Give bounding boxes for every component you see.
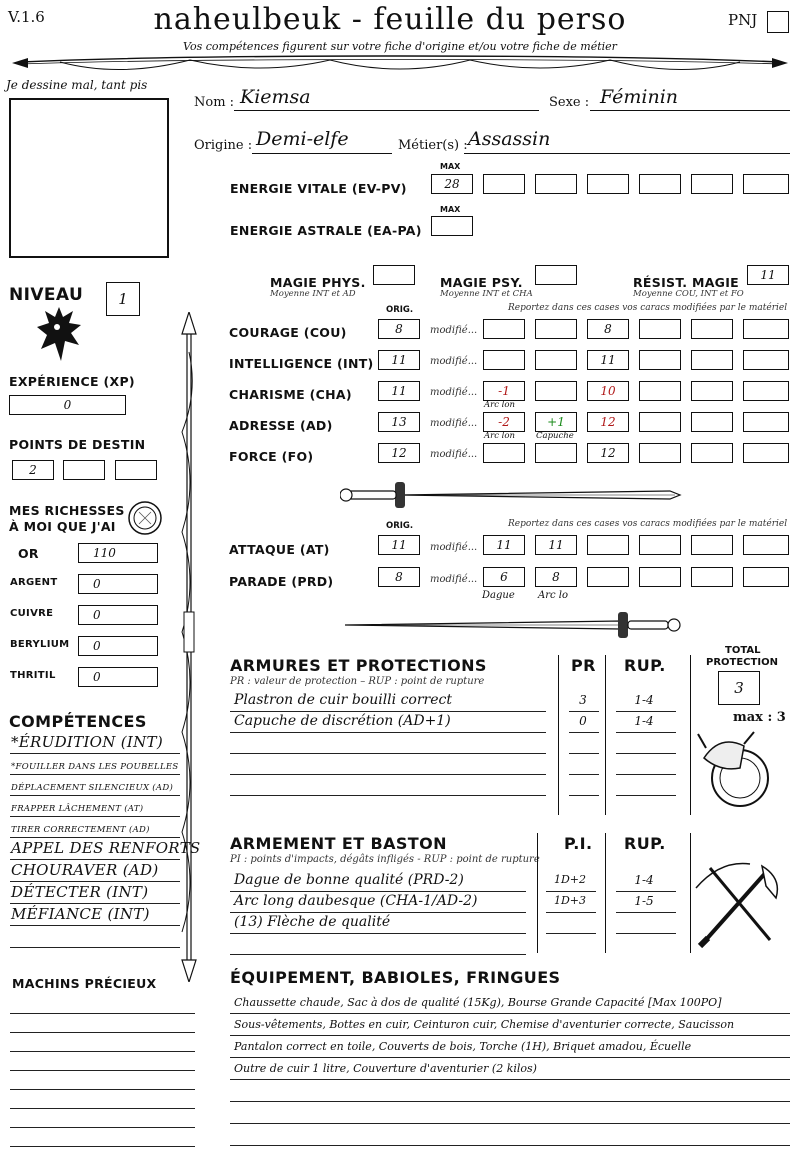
niveau-box[interactable]: 1 xyxy=(106,282,140,316)
origine-value[interactable]: Demi-elfe xyxy=(256,128,349,150)
richesse-box[interactable]: 0 xyxy=(78,667,158,687)
armement-col-rup: RUP. xyxy=(624,834,666,853)
pnj-label: PNJ xyxy=(728,11,758,29)
carac-orig-box[interactable]: 13 xyxy=(378,412,420,432)
resist-magie-label: RÉSIST. MAGIE xyxy=(633,275,740,290)
ev-max-label: MAX xyxy=(440,162,461,171)
richesse-box[interactable]: 0 xyxy=(78,636,158,656)
carac-mod-note: Arc lon xyxy=(484,431,515,441)
sheet-subtitle: Vos compétences figurent sur votre fiche d'origine et/ou votre fiche de métier xyxy=(183,40,617,53)
competence-line xyxy=(10,925,180,926)
combat-mod-box[interactable] xyxy=(743,535,789,555)
magie-phys-label: MAGIE PHYS. xyxy=(270,275,366,290)
pnj-checkbox[interactable] xyxy=(767,11,789,33)
magie-phys-box[interactable] xyxy=(373,265,415,285)
armure-line xyxy=(569,711,599,712)
portrait-caption: Je dessine mal, tant pis xyxy=(6,78,148,92)
ev-box[interactable] xyxy=(535,174,577,194)
competence-item: APPEL DES RENFORTS xyxy=(11,839,201,857)
armure-name[interactable]: Capuche de discrétion (AD+1) xyxy=(234,713,451,729)
magie-psy-box[interactable] xyxy=(535,265,577,285)
total-protection-box[interactable]: 3 xyxy=(718,671,760,705)
equipement-line-text[interactable]: Pantalon correct en toile, Couverts de bois, Torche (1H), Briquet amadou, Écuelle xyxy=(234,1040,692,1053)
carac-mod-box[interactable] xyxy=(639,381,681,401)
helmet-shield-icon xyxy=(696,728,778,810)
machin-line[interactable] xyxy=(10,1146,195,1147)
machin-line[interactable] xyxy=(10,1089,195,1090)
arme-line xyxy=(546,912,596,913)
dragon-icon xyxy=(33,303,85,365)
carac-mod-note: Capuche xyxy=(536,431,574,441)
combat-mod-box[interactable] xyxy=(639,567,681,587)
combat-orig-box[interactable]: 11 xyxy=(378,535,420,555)
arme-line xyxy=(546,891,596,892)
armure-line xyxy=(230,774,546,775)
carac-mod-box[interactable]: 12 xyxy=(587,443,629,463)
sword-divider-icon xyxy=(340,608,685,642)
equipement-line xyxy=(230,1079,790,1080)
equipement-title: ÉQUIPEMENT, BABIOLES, FRINGUES xyxy=(230,968,561,987)
competence-item: CHOURAVER (AD) xyxy=(11,861,159,879)
destin-box-2[interactable] xyxy=(63,460,105,480)
combat-label: ATTAQUE (AT) xyxy=(229,542,330,557)
machin-line[interactable] xyxy=(10,1013,195,1014)
armure-line xyxy=(230,795,546,796)
carac-mod-box[interactable]: 11 xyxy=(587,350,629,370)
carac-mod-box[interactable] xyxy=(691,381,733,401)
competence-item: TIRER CORRECTEMENT (AD) xyxy=(11,825,150,835)
carac-mod-box[interactable]: -1 xyxy=(483,381,525,401)
machin-line[interactable] xyxy=(10,1070,195,1071)
crossed-weapons-icon xyxy=(690,858,786,948)
carac-mod-box[interactable] xyxy=(691,350,733,370)
carac-mod-box[interactable] xyxy=(743,443,789,463)
equipement-line-text[interactable]: Sous-vêtements, Bottes en cuir, Ceinturon cuir, Chemise d'aventurier correcte, Saucisson xyxy=(234,1018,735,1031)
carac-label: CHARISME (CHA) xyxy=(229,387,352,402)
richesse-label: OR xyxy=(18,546,39,561)
combat-mod-box[interactable] xyxy=(743,567,789,587)
sword-divider-icon xyxy=(340,478,685,512)
machin-line[interactable] xyxy=(10,1051,195,1052)
sexe-label: Sexe : xyxy=(549,95,590,110)
machins-title: MACHINS PRÉCIEUX xyxy=(12,976,157,991)
arme-line xyxy=(616,891,676,892)
armure-line xyxy=(230,732,546,733)
carac-label: INTELLIGENCE (INT) xyxy=(229,356,374,371)
carac-mod-box[interactable] xyxy=(483,443,525,463)
ev-box[interactable] xyxy=(691,174,733,194)
carac-modifie-label: modifié... xyxy=(430,356,478,367)
armure-line xyxy=(230,753,546,754)
armure-line xyxy=(616,711,676,712)
magie-psy-label: MAGIE PSY. xyxy=(440,275,523,290)
equipement-line xyxy=(230,1035,790,1036)
resist-magie-box[interactable]: 11 xyxy=(747,265,789,285)
competence-line xyxy=(10,947,180,948)
carac-orig-box[interactable]: 12 xyxy=(378,443,420,463)
carac-mod-box[interactable] xyxy=(535,443,577,463)
combat-mod-box[interactable]: 11 xyxy=(535,535,577,555)
armure-rup[interactable]: 1-4 xyxy=(634,714,654,728)
richesses-label-1: MES RICHESSES xyxy=(9,503,125,518)
ev-max-box[interactable]: 28 xyxy=(431,174,473,194)
armement-vline xyxy=(605,833,606,953)
equipement-line-text[interactable]: Outre de cuir 1 litre, Couverture d'aventurier (2 kilos) xyxy=(234,1062,537,1075)
experience-label: EXPÉRIENCE (XP) xyxy=(9,374,135,389)
richesse-box[interactable]: 0 xyxy=(78,605,158,625)
equipement-line-text[interactable]: Chaussette chaude, Sac à dos de qualité (15Kg), Bourse Grande Capacité [Max 100PO] xyxy=(234,996,722,1009)
destin-box-1[interactable]: 2 xyxy=(12,460,54,480)
combat-mod-box[interactable] xyxy=(587,567,629,587)
carac-mod-box[interactable]: -2 xyxy=(483,412,525,432)
arme-pi[interactable]: 1D+3 xyxy=(553,894,587,907)
carac-mod-box[interactable]: +1 xyxy=(535,412,577,432)
equipement-line xyxy=(230,1101,790,1102)
origine-line xyxy=(252,153,392,154)
machin-line[interactable] xyxy=(10,1032,195,1033)
arme-line xyxy=(230,891,526,892)
armure-name[interactable]: Plastron de cuir bouilli correct xyxy=(234,692,452,708)
armement-vline xyxy=(537,833,538,953)
arme-name[interactable]: (13) Flèche de qualité xyxy=(234,914,391,930)
armure-pr[interactable]: 3 xyxy=(579,693,587,707)
carac-mod-box[interactable] xyxy=(535,350,577,370)
arme-line xyxy=(230,933,526,934)
competences-title: COMPÉTENCES xyxy=(9,712,147,731)
carac-mod-box[interactable] xyxy=(743,381,789,401)
competence-item: *FOUILLER DANS LES POUBELLES xyxy=(11,762,179,772)
richesse-label: ARGENT xyxy=(10,577,58,588)
arme-rup[interactable]: 1-5 xyxy=(634,894,654,908)
carac-mod-box[interactable] xyxy=(535,319,577,339)
carac-mod-box[interactable] xyxy=(691,443,733,463)
combat-mod-box[interactable] xyxy=(691,535,733,555)
combat-note: Reportez dans ces cases vos caracs modifiées par le matériel xyxy=(508,519,788,529)
carac-mod-note: Arc lon xyxy=(484,400,515,410)
sexe-line xyxy=(590,110,790,111)
destin-label: POINTS DE DESTIN xyxy=(9,437,146,452)
richesse-label: THRITIL xyxy=(10,670,56,681)
competence-line xyxy=(10,903,180,904)
armures-subtitle: PR : valeur de protection – RUP : point de rupture xyxy=(230,676,485,687)
armure-line xyxy=(569,753,599,754)
nom-label: Nom : xyxy=(194,95,235,110)
total-protection-label-2: PROTECTION xyxy=(706,657,778,668)
armures-vline xyxy=(558,655,559,815)
metier-label: Métier(s) : xyxy=(398,138,468,153)
armures-vline xyxy=(690,655,691,815)
carac-label: ADRESSE (AD) xyxy=(229,418,333,433)
coin-icon xyxy=(127,500,163,536)
ev-box[interactable] xyxy=(639,174,681,194)
metier-line xyxy=(464,153,790,154)
competence-line xyxy=(10,881,180,882)
carac-mod-box[interactable] xyxy=(483,350,525,370)
competence-line xyxy=(10,816,180,817)
carac-mod-box[interactable] xyxy=(691,412,733,432)
combat-label: PARADE (PRD) xyxy=(229,574,334,589)
carac-mod-box[interactable]: 12 xyxy=(587,412,629,432)
armures-col-rup: RUP. xyxy=(624,656,666,675)
armures-vline xyxy=(605,655,606,815)
carac-orig-box[interactable]: 11 xyxy=(378,350,420,370)
portrait-frame[interactable] xyxy=(9,98,169,258)
carac-mod-box[interactable]: 10 xyxy=(587,381,629,401)
combat-orig-box[interactable]: 8 xyxy=(378,567,420,587)
carac-mod-box[interactable] xyxy=(691,319,733,339)
armement-title: ARMEMENT ET BASTON xyxy=(230,834,447,853)
combat-modifie-label: modifié... xyxy=(430,542,478,553)
ea-max-label: MAX xyxy=(440,205,461,214)
combat-mod-box[interactable]: 11 xyxy=(483,535,525,555)
ea-label: ENERGIE ASTRALE (EA-PA) xyxy=(230,223,422,238)
competence-item: DÉPLACEMENT SILENCIEUX (AD) xyxy=(11,783,174,793)
carac-mod-box[interactable] xyxy=(743,412,789,432)
armure-line xyxy=(569,732,599,733)
armure-line xyxy=(616,774,676,775)
sexe-value[interactable]: Féminin xyxy=(600,86,679,108)
arme-name[interactable]: Dague de bonne qualité (PRD-2) xyxy=(234,872,464,888)
armures-col-pr: PR xyxy=(571,656,596,675)
spear-ornament xyxy=(178,312,200,982)
magie-psy-note: Moyenne INT et CHA xyxy=(440,289,533,299)
richesse-box[interactable]: 0 xyxy=(78,574,158,594)
armure-rup[interactable]: 1-4 xyxy=(634,693,654,707)
richesse-label: BERYLIUM xyxy=(10,639,70,650)
competence-item: MÉFIANCE (INT) xyxy=(11,905,150,923)
competence-line xyxy=(10,795,180,796)
niveau-label: NIVEAU xyxy=(9,285,84,305)
richesses-label-2: À MOI QUE J'AI xyxy=(9,519,116,534)
carac-mod-box[interactable] xyxy=(639,443,681,463)
competence-item: *ÉRUDITION (INT) xyxy=(11,733,164,751)
metier-value[interactable]: Assassin xyxy=(468,128,551,150)
equipement-line xyxy=(230,1013,790,1014)
combat-mod-box[interactable] xyxy=(639,535,681,555)
carac-modifie-label: modifié... xyxy=(430,325,478,336)
combat-mod-box[interactable]: 8 xyxy=(535,567,577,587)
competence-line xyxy=(10,774,180,775)
carac-mod-box[interactable] xyxy=(483,319,525,339)
carac-label: FORCE (FO) xyxy=(229,449,314,464)
combat-mod-box[interactable] xyxy=(691,567,733,587)
ea-max-box[interactable] xyxy=(431,216,473,236)
caracs-orig-label: ORIG. xyxy=(386,305,414,315)
armure-line xyxy=(569,795,599,796)
carac-orig-box[interactable]: 11 xyxy=(378,381,420,401)
experience-box[interactable]: 0 xyxy=(9,395,126,415)
equipement-line xyxy=(230,1057,790,1058)
arme-line xyxy=(546,933,596,934)
arme-line xyxy=(230,912,526,913)
combat-mod-box[interactable] xyxy=(587,535,629,555)
machin-line[interactable] xyxy=(10,1108,195,1109)
sheet-title: naheulbeuk - feuille du perso xyxy=(153,2,627,37)
carac-label: COURAGE (COU) xyxy=(229,325,347,340)
carac-mod-box[interactable] xyxy=(639,412,681,432)
carac-modifie-label: modifié... xyxy=(430,387,478,398)
combat-orig-label: ORIG. xyxy=(386,521,414,531)
richesse-box[interactable]: 110 xyxy=(78,543,158,563)
version-label: V.1.6 xyxy=(8,8,45,26)
resist-magie-note: Moyenne COU, INT et FO xyxy=(633,289,744,299)
total-protection-label-1: TOTAL xyxy=(725,645,761,656)
armement-subtitle: PI : points d'impacts, dégâts infligés - RUP : point de rupture xyxy=(230,854,540,865)
origine-label: Origine : xyxy=(194,138,253,153)
carac-mod-box[interactable] xyxy=(743,350,789,370)
arme-line xyxy=(230,954,526,955)
magie-phys-note: Moyenne INT et AD xyxy=(270,289,356,299)
arme-line xyxy=(616,933,676,934)
armure-line xyxy=(616,753,676,754)
nom-value[interactable]: Kiemsa xyxy=(240,86,311,108)
caracs-note: Reportez dans ces cases vos caracs modifiées par le matériel xyxy=(508,303,788,313)
equipement-line xyxy=(230,1123,790,1124)
armure-line xyxy=(616,732,676,733)
arme-rup[interactable]: 1-4 xyxy=(634,873,654,887)
arme-pi[interactable]: 1D+2 xyxy=(553,873,587,886)
combat-note-2: Arc lo xyxy=(538,590,568,601)
carac-mod-box[interactable] xyxy=(535,381,577,401)
competence-line xyxy=(10,753,180,754)
ev-box[interactable] xyxy=(743,174,789,194)
arme-line xyxy=(616,912,676,913)
combat-mod-box[interactable]: 6 xyxy=(483,567,525,587)
competence-item: FRAPPER LÂCHEMENT (AT) xyxy=(11,804,144,814)
armure-line xyxy=(616,795,676,796)
richesse-label: CUIVRE xyxy=(10,608,54,619)
armure-pr[interactable]: 0 xyxy=(579,714,587,728)
competence-item: DÉTECTER (INT) xyxy=(11,883,149,901)
competence-line xyxy=(10,859,180,860)
combat-note-1: Dague xyxy=(482,590,515,601)
ev-box[interactable] xyxy=(483,174,525,194)
carac-mod-box[interactable]: 8 xyxy=(587,319,629,339)
nom-line xyxy=(234,110,539,111)
carac-mod-box[interactable] xyxy=(639,319,681,339)
arme-name[interactable]: Arc long daubesque (CHA-1/AD-2) xyxy=(234,893,478,909)
carac-mod-box[interactable] xyxy=(639,350,681,370)
competence-line xyxy=(10,837,180,838)
carac-orig-box[interactable]: 8 xyxy=(378,319,420,339)
equipement-line xyxy=(230,1145,790,1146)
destin-box-3[interactable] xyxy=(115,460,157,480)
machin-line[interactable] xyxy=(10,1127,195,1128)
armure-line xyxy=(569,774,599,775)
armures-title: ARMURES ET PROTECTIONS xyxy=(230,656,487,675)
armement-col-pi: P.I. xyxy=(564,834,593,853)
ev-label: ENERGIE VITALE (EV-PV) xyxy=(230,181,407,196)
combat-modifie-label: modifié... xyxy=(430,574,478,585)
carac-modifie-label: modifié... xyxy=(430,418,478,429)
armure-line xyxy=(230,711,546,712)
ev-box[interactable] xyxy=(587,174,629,194)
carac-mod-box[interactable] xyxy=(743,319,789,339)
carac-modifie-label: modifié... xyxy=(430,449,478,460)
total-protection-max: max : 3 xyxy=(733,710,786,725)
